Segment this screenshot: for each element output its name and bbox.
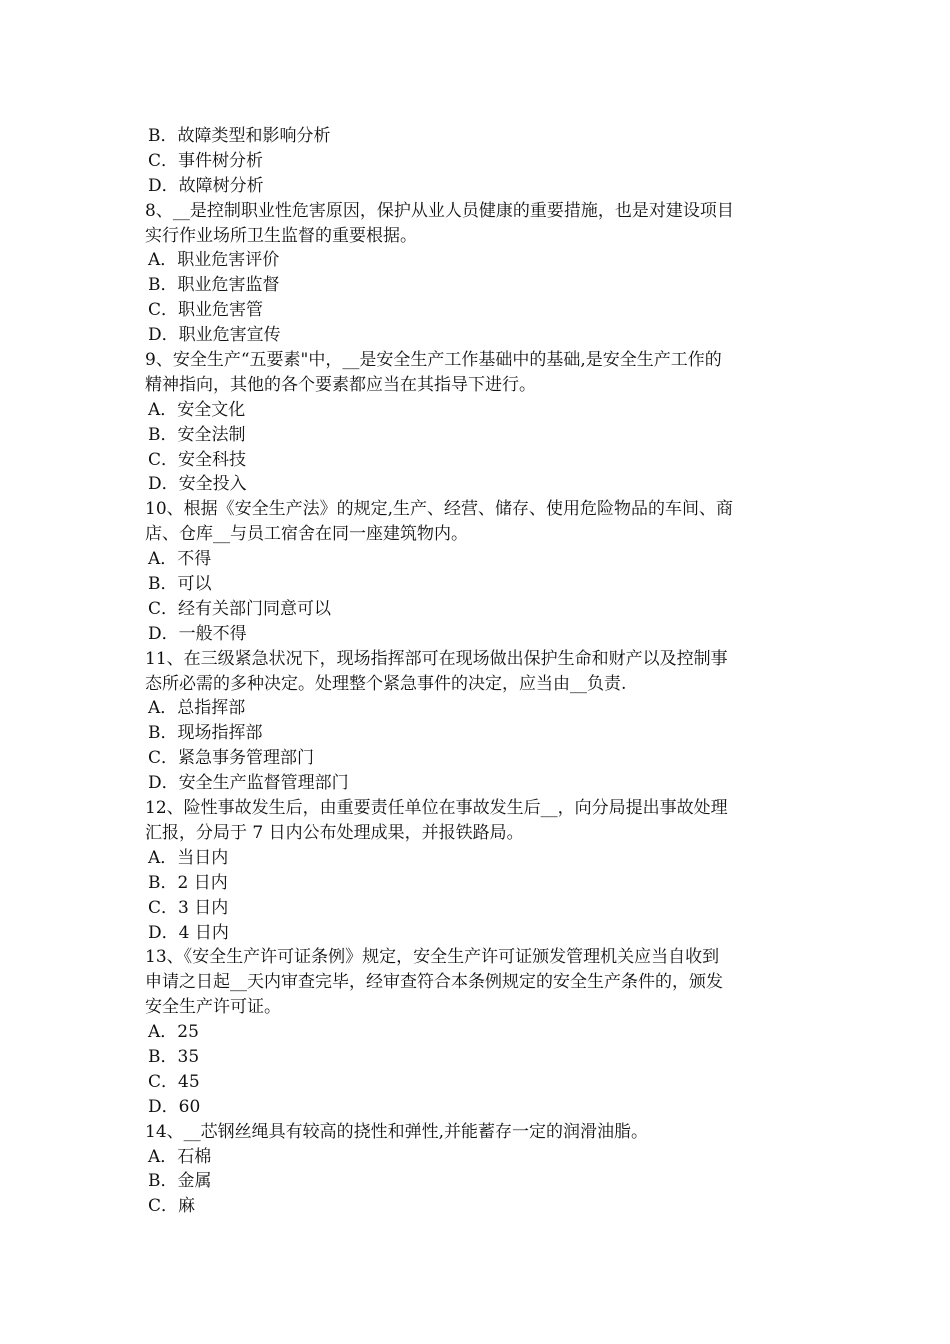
option-text: 25	[177, 1022, 199, 1043]
option-text: 事件树分析	[178, 150, 264, 171]
option-letter: D．	[148, 623, 179, 644]
answer-option	[145, 472, 817, 497]
question-text: 实行作业场所卫生监督的重要根据。	[145, 225, 417, 246]
option-text: 金属	[177, 1171, 212, 1192]
option-text: 紧急事务管理部门	[178, 748, 315, 769]
answer-option	[145, 746, 817, 771]
option-text: 麻	[178, 1196, 196, 1217]
question-text: 8、__是控制职业性危害原因，保护从业人员健康的重要措施，也是对建设项目	[145, 200, 734, 221]
option-text: 2 日内	[177, 872, 228, 893]
question-text: 态所必需的多种决定。处理整个紧急事件的决定，应当由__负责.	[145, 673, 627, 694]
answer-option	[145, 248, 817, 273]
option-letter: B．	[148, 126, 178, 146]
answer-option	[145, 622, 817, 647]
answer-option	[145, 448, 817, 473]
option-letter: C．	[148, 748, 179, 769]
answer-option	[145, 771, 817, 796]
option-letter: D．	[148, 773, 179, 794]
option-letter: D．	[148, 325, 179, 346]
option-text: 60	[178, 1096, 201, 1117]
answer-option	[145, 298, 817, 323]
answer-option	[145, 721, 817, 746]
question-text: 13、《安全生产许可证条例》规定，安全生产许可证颁发管理机关应当自收到	[145, 947, 720, 968]
answer-option	[145, 572, 817, 597]
question-list	[145, 124, 817, 1219]
option-text: 总指挥部	[177, 698, 246, 719]
question-text: 9、安全生产“五要素"中，__是安全生产工作基础中的基础,是安全生产工作的	[145, 350, 722, 371]
answer-option	[145, 149, 817, 174]
answer-option	[145, 1020, 817, 1045]
option-letter: B．	[148, 1046, 178, 1067]
question-text: 精神指向，其他的各个要素都应当在其指导下进行。	[145, 374, 536, 395]
answer-option	[145, 1169, 817, 1194]
option-letter: A．	[148, 1146, 178, 1167]
question-text: 11、在三级紧急状况下，现场指挥部可在现场做出保护生命和财产以及控制事	[145, 648, 728, 669]
answer-option	[145, 871, 817, 896]
answer-option	[145, 323, 817, 348]
option-letter: B．	[148, 424, 178, 445]
option-text: 职业危害监督	[177, 275, 280, 296]
option-letter: C．	[148, 1196, 179, 1217]
question-text: 申请之日起__天内审查完毕，经审查符合本条例规定的安全生产条件的，颁发	[145, 972, 723, 993]
question-block	[145, 647, 817, 796]
option-text: 一般不得	[178, 623, 247, 644]
answer-option	[145, 1145, 817, 1170]
option-letter: B．	[148, 1171, 178, 1192]
option-text: 现场指挥部	[177, 723, 263, 744]
option-letter: C．	[148, 1071, 179, 1092]
question-text: 10、根据《安全生产法》的规定,生产、经营、储存、使用危险物品的车间、商	[145, 499, 734, 520]
answer-option	[145, 174, 817, 199]
option-text: 故障树分析	[178, 175, 264, 196]
option-text: 职业危害管	[178, 300, 264, 321]
option-letter: A．	[148, 250, 178, 271]
question-block	[145, 945, 817, 1119]
question-block	[145, 497, 817, 646]
option-letter: D．	[148, 1096, 179, 1117]
answer-option	[145, 124, 817, 149]
option-letter: A．	[148, 549, 178, 570]
question-text: 14、__芯钢丝绳具有较高的挠性和弹性,并能蓄存一定的润滑油脂。	[145, 1121, 649, 1142]
option-letter: C．	[148, 300, 179, 321]
option-letter: B．	[148, 723, 178, 744]
question-block	[145, 796, 817, 945]
answer-option	[145, 1070, 817, 1095]
question-text: 安全生产许可证。	[145, 997, 281, 1018]
answer-option	[145, 398, 817, 423]
option-letter: C．	[148, 897, 179, 918]
option-letter: C．	[148, 150, 179, 171]
option-text: 安全科技	[178, 449, 247, 470]
option-letter: A．	[148, 847, 178, 868]
answer-option	[145, 597, 817, 622]
option-text: 可以	[177, 574, 212, 595]
option-text: 安全生产监督管理部门	[178, 773, 349, 794]
option-letter: A．	[148, 1022, 178, 1043]
option-text: 35	[177, 1046, 200, 1067]
question-text: 店、仓库__与员工宿舍在同一座建筑物内。	[145, 524, 468, 545]
option-text: 当日内	[177, 847, 229, 868]
option-text: 故障类型和影响分析	[177, 126, 331, 146]
option-letter: B．	[148, 574, 178, 595]
option-text: 3 日内	[178, 897, 229, 918]
answer-option	[145, 1095, 817, 1120]
answer-option	[145, 696, 817, 721]
option-letter: A．	[148, 698, 178, 719]
option-text: 经有关部门同意可以	[178, 598, 332, 619]
option-letter: B．	[148, 872, 178, 893]
option-letter: C．	[148, 598, 179, 619]
answer-option	[145, 547, 817, 572]
option-text: 安全文化	[177, 399, 246, 420]
question-block	[145, 1120, 817, 1220]
option-text: 4 日内	[178, 922, 229, 943]
option-text: 职业危害宣传	[178, 325, 281, 346]
option-letter: C．	[148, 449, 179, 470]
answer-option	[145, 921, 817, 946]
option-letter: A．	[148, 399, 178, 420]
answer-option	[145, 273, 817, 298]
option-text: 不得	[177, 549, 212, 570]
question-text: 汇报，分局于 7 日内公布处理成果，并报铁路局。	[145, 822, 524, 843]
option-text: 45	[178, 1071, 200, 1092]
question-block	[145, 199, 817, 348]
option-text: 石棉	[177, 1146, 212, 1167]
option-letter: D．	[148, 922, 179, 943]
option-letter: D．	[148, 474, 179, 495]
answer-option	[145, 423, 817, 448]
question-text: 12、险性事故发生后，由重要责任单位在事故发生后__，向分局提出事故处理	[145, 798, 728, 819]
answer-option	[145, 896, 817, 921]
option-text: 安全法制	[177, 424, 246, 445]
answer-option	[145, 846, 817, 871]
option-letter: D．	[148, 175, 179, 196]
option-text: 安全投入	[178, 474, 247, 495]
option-text: 职业危害评价	[177, 250, 280, 271]
answer-option	[145, 1194, 817, 1219]
option-letter: B．	[148, 275, 178, 296]
question-block	[145, 348, 817, 497]
answer-option	[145, 1045, 817, 1070]
